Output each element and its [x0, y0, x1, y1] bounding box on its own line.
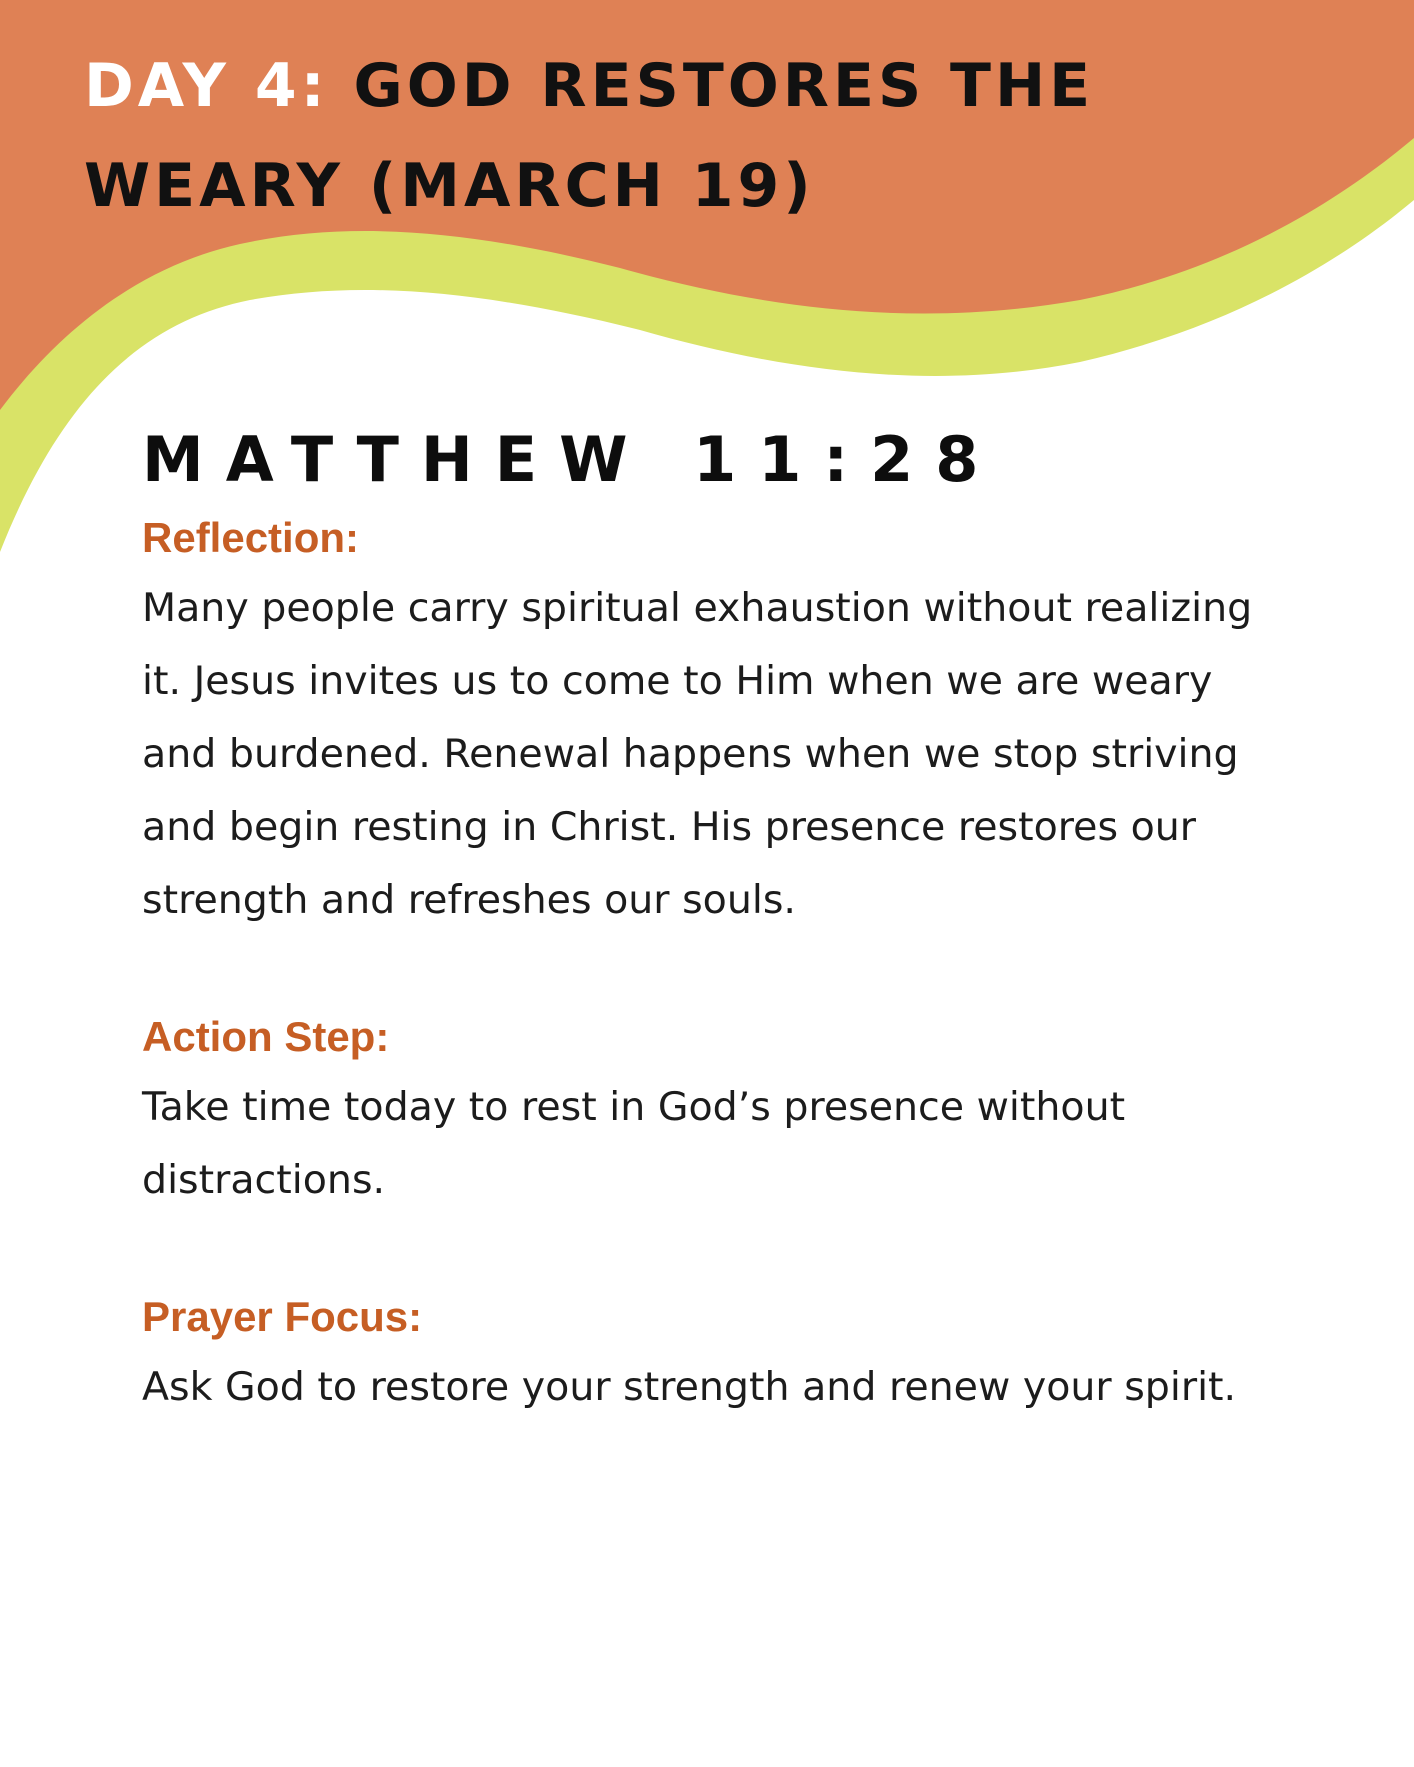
prayer-focus-section: [142, 1289, 1282, 1424]
prayer-focus-text: Ask God to restore your strength and renew your spirit.: [142, 1364, 1237, 1410]
day-label: DAY 4:: [84, 51, 329, 121]
action-step-text: Take time today to rest in God’s presence without distractions.: [142, 1084, 1126, 1203]
reflection-section: [142, 510, 1282, 937]
verse-reference: MATTHEW 11:28: [142, 423, 1001, 496]
prayer-focus-heading: Prayer Focus:: [142, 1293, 423, 1340]
action-step-heading: Action Step:: [142, 1013, 390, 1060]
devotional-content: [142, 420, 1282, 1424]
title-text: GOD RESTORES THE WEARY (MARCH 19): [84, 51, 1095, 221]
reflection-text: Many people carry spiritual exhaustion without realizing it. Jesus invites us to come to Him when we are weary and burdened. Renewal happens when we stop striving and begin resting in Christ. His presence restores our strength and refreshes our souls.: [142, 585, 1253, 923]
page-title: [84, 36, 1314, 236]
action-step-section: [142, 1009, 1282, 1217]
reflection-heading: Reflection:: [142, 514, 360, 561]
